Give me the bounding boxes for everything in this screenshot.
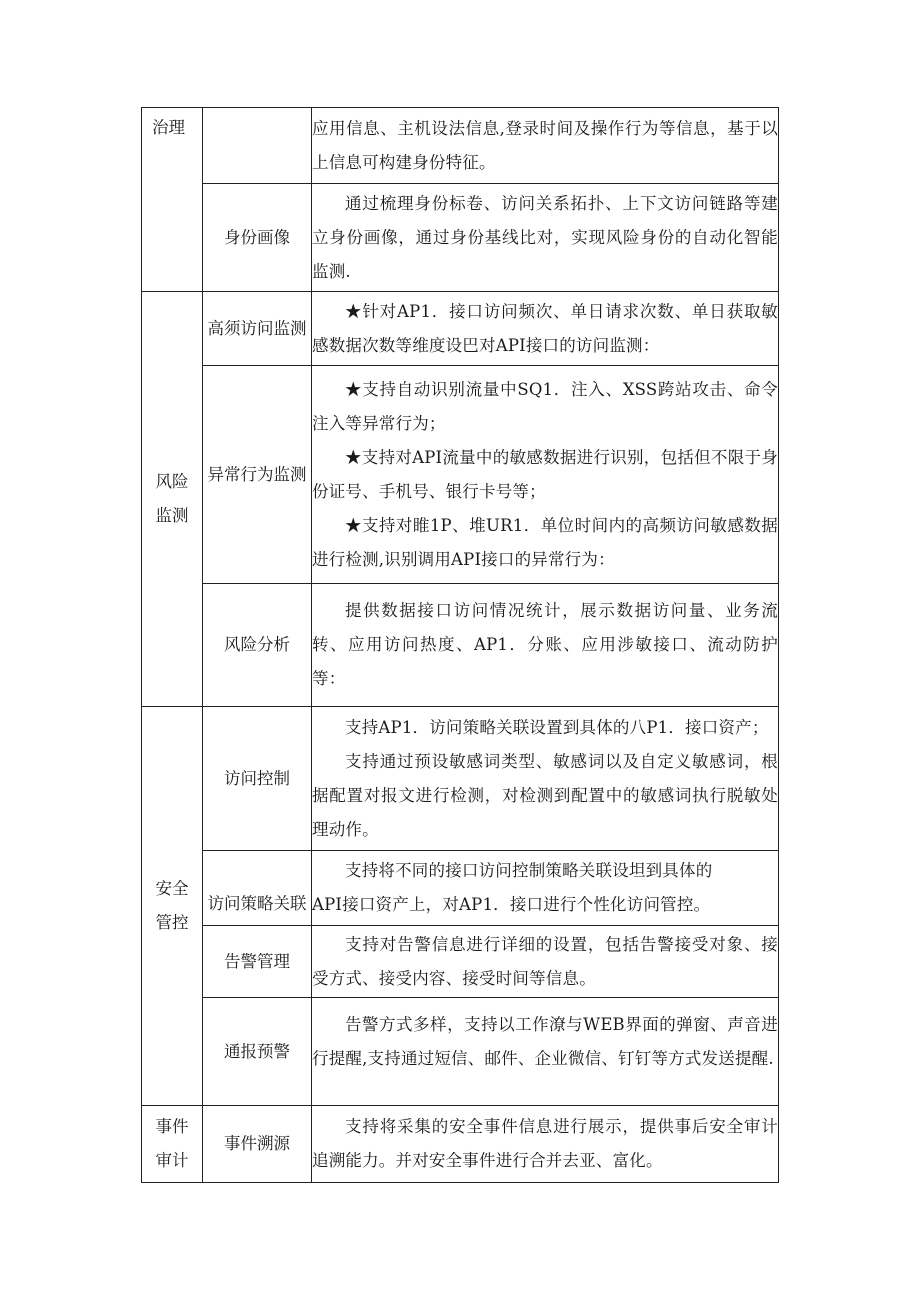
- description-text: 支持将采集的安全事件信息进行展示，提供事后安全审计追溯能力。并对安全事件进行合并去亚、富化。: [312, 1117, 778, 1170]
- subcategory-cell: 高须访问监测: [203, 292, 312, 366]
- subcategory-cell: 事件溯源: [203, 1106, 312, 1183]
- table-row: [142, 184, 779, 292]
- subcategory-cell: 身份画像: [203, 184, 312, 292]
- description-text: ★支持对睢1P、堆UR1．单位时间内的高频访问敏感数据进行检测,识别调用API接口的异常行为：: [312, 515, 778, 569]
- description-text: 支持通过预设敏感词类型、敏感词以及自定义敏感词，根据配置对报文进行检测，对检测到配置中的敏感词执行脱敏处理动作。: [312, 751, 778, 839]
- table-row: [142, 108, 779, 184]
- description-text: API接口资产上，对AP1．接口进行个性化访问管控。: [312, 895, 711, 914]
- table-row: [142, 584, 779, 707]
- description-cell: [312, 998, 779, 1106]
- category-label: 事件 审计: [155, 1117, 189, 1170]
- description-cell: [312, 366, 779, 584]
- table-row: [142, 851, 779, 926]
- category-cell-governance: [142, 108, 203, 292]
- description-cell: [312, 108, 779, 184]
- category-label: 治理: [152, 118, 185, 137]
- capability-table: [141, 107, 779, 1183]
- table-row: [142, 707, 779, 851]
- description-text: 支持对告警信息进行详细的设置，包括告警接受对象、接受方式、接受内容、接受时间等信息。: [312, 934, 778, 988]
- table-row: [142, 998, 779, 1106]
- subcategory-cell: 异常行为监测: [203, 366, 312, 584]
- description-cell: [312, 184, 779, 292]
- category-cell-event-audit: [142, 1106, 203, 1183]
- subcategory-cell-empty: [203, 108, 312, 184]
- subcategory-cell: 风险分析: [203, 584, 312, 707]
- subcategory-cell: 访问策略关联: [203, 851, 312, 926]
- category-cell-security-control: [142, 707, 203, 1106]
- subcategory-cell: 告警管理: [203, 926, 312, 998]
- description-text: 提供数据接口访问情况统计，展示数据访问量、业务流转、应用访问热度、AP1．分账、应用涉敏接口、流动防护等：: [312, 601, 778, 688]
- category-cell-risk-monitoring: [142, 292, 203, 707]
- description-cell: [312, 707, 779, 851]
- description-text: 告警方式多样，支持以工作潦与WEB界面的弹窗、声音进行提醒,支持通过短信、邮件、企业微信、钉钉等方式发送提醒.: [312, 1015, 778, 1068]
- table-row: [142, 292, 779, 366]
- description-text: 支持将不同的接口访问控制策略关联设坦到具体的: [345, 861, 713, 880]
- description-text: ★支持对API流量中的敏感数据进行识别，包括但不限于身份证号、手机号、银行卡号等；: [312, 447, 778, 501]
- description-text: ★支持自动识别流量中SQ1．注入、XSS跨站攻击、命令注入等异常行为；: [312, 379, 778, 433]
- description-cell: [312, 851, 779, 926]
- description-cell: [312, 1106, 779, 1183]
- table-row: [142, 1106, 779, 1183]
- category-label: 安全 管控: [155, 879, 189, 932]
- table-row: [142, 366, 779, 584]
- description-text: 支持AP1．访问策略关联设置到具体的八P1．接口资产；: [345, 717, 769, 737]
- description-cell: [312, 292, 779, 366]
- description-text: 应用信息、主机设法信息,登录时间及操作行为等信息，基于以上信息可构建身份特征。: [312, 118, 778, 172]
- subcategory-cell: 通报预警: [203, 998, 312, 1106]
- description-cell: [312, 926, 779, 998]
- subcategory-cell: 访问控制: [203, 707, 312, 851]
- table-row: [142, 926, 779, 998]
- description-text: 通过梳理身份标卷、访问关系拓扑、上下文访问链路等建立身份画像，通过身份基线比对，实现风险身份的自动化智能监测.: [312, 193, 778, 281]
- description-text: ★针对AP1．接口访问频次、单日请求次数、单日获取敏感数据次数等维度设巴对API接口的访问监测：: [312, 301, 778, 355]
- description-cell: [312, 584, 779, 707]
- category-label: 风险 监测: [155, 472, 189, 525]
